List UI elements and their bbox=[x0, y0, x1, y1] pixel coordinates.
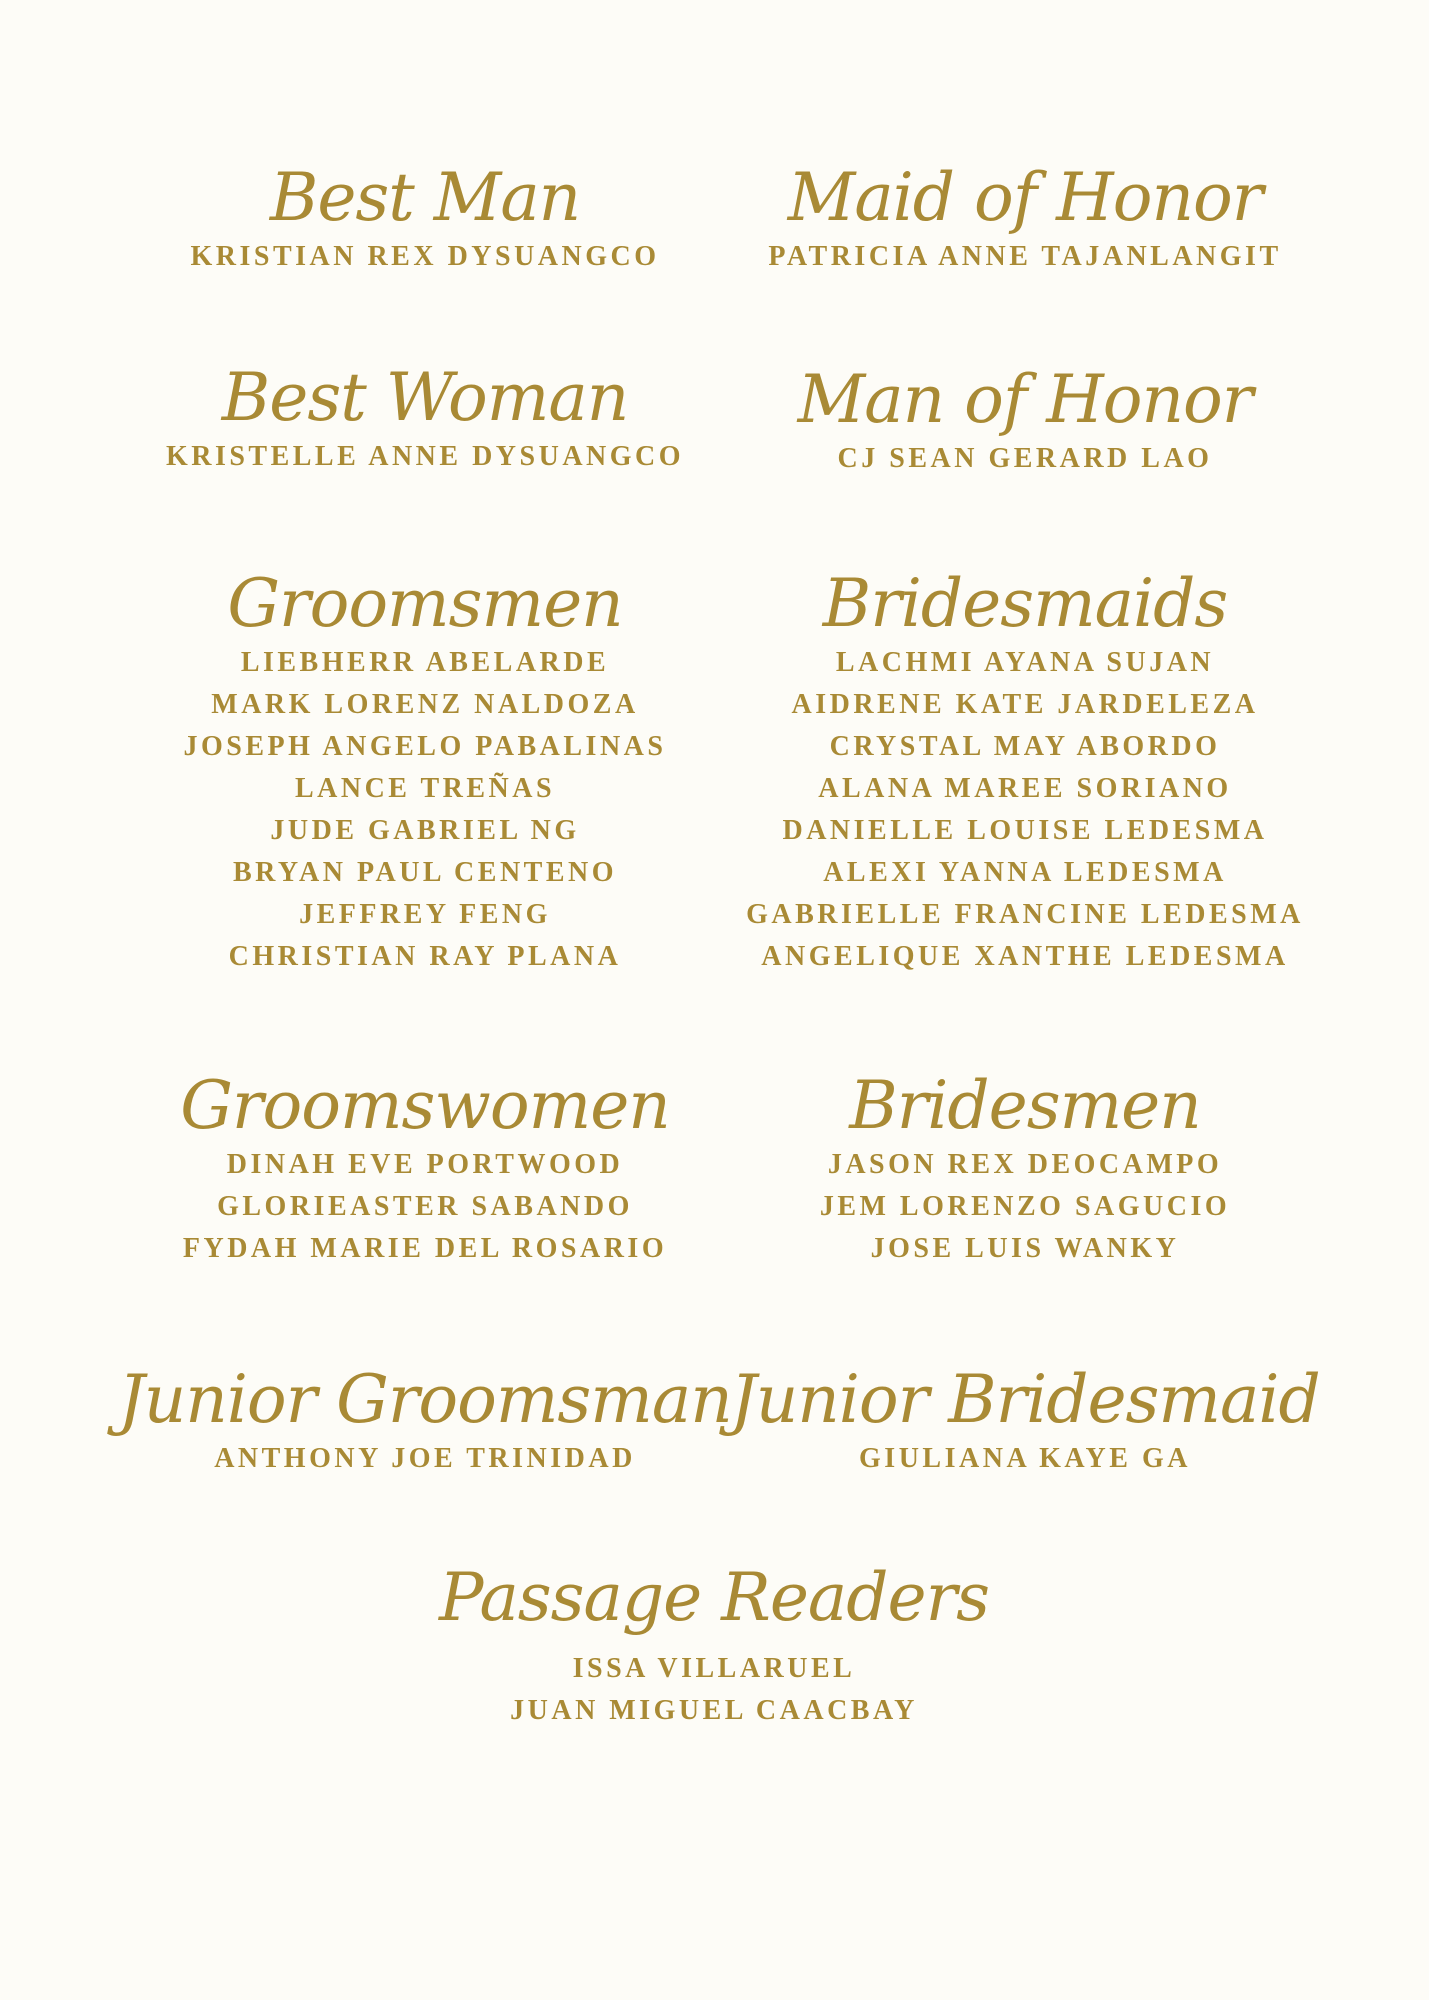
maid-of-honor-section bbox=[700, 160, 1350, 278]
person-name: LANCE TREÑAS bbox=[294, 773, 556, 804]
person-name: FYDAH MARIE DEL ROSARIO bbox=[182, 1233, 668, 1264]
person-name: JEM LORENZO SAGUCIO bbox=[819, 1191, 1231, 1222]
name-list bbox=[700, 642, 1350, 978]
person-name: DANIELLE LOUISE LEDESMA bbox=[782, 815, 1268, 846]
name-list bbox=[700, 1144, 1350, 1270]
person-name: ALANA MAREE SORIANO bbox=[818, 773, 1232, 804]
section-heading: Best Woman bbox=[221, 359, 629, 436]
best-woman-section bbox=[100, 360, 750, 478]
section-heading: Best Man bbox=[269, 159, 581, 236]
groomsmen-section bbox=[100, 566, 750, 978]
person-name: ALEXI YANNA LEDESMA bbox=[823, 857, 1227, 888]
person-name: KRISTIAN REX DYSUANGCO bbox=[190, 241, 660, 272]
person-name: GLORIEASTER SABANDO bbox=[217, 1191, 633, 1222]
person-name: AIDRENE KATE JARDELEZA bbox=[791, 689, 1259, 720]
person-name: ANTHONY JOE TRINIDAD bbox=[214, 1443, 636, 1474]
person-name: JASON REX DEOCAMPO bbox=[827, 1149, 1223, 1180]
passage-readers-section bbox=[364, 1560, 1064, 1732]
section-heading: Bridesmaids bbox=[822, 565, 1228, 642]
junior-bridesmaid-section bbox=[700, 1362, 1350, 1480]
person-name: BRYAN PAUL CENTENO bbox=[232, 857, 618, 888]
person-name: DINAH EVE PORTWOOD bbox=[226, 1149, 624, 1180]
person-name: CHRISTIAN RAY PLANA bbox=[228, 941, 622, 972]
person-name: GIULIANA KAYE GA bbox=[859, 1443, 1191, 1474]
person-name: ISSA VILLARUEL bbox=[572, 1653, 856, 1684]
section-heading: Groomsmen bbox=[227, 565, 623, 642]
person-name: MARK LORENZ NALDOZA bbox=[211, 689, 639, 720]
name-list bbox=[364, 1648, 1064, 1732]
person-name: JUDE GABRIEL NG bbox=[270, 815, 580, 846]
person-name: ANGELIQUE XANTHE LEDESMA bbox=[761, 941, 1289, 972]
name-list bbox=[100, 642, 750, 978]
person-name: CRYSTAL MAY ABORDO bbox=[829, 731, 1221, 762]
best-man-section bbox=[100, 160, 750, 278]
person-name: JOSE LUIS WANKY bbox=[870, 1233, 1180, 1264]
person-name: LIEBHERR ABELARDE bbox=[240, 647, 610, 678]
section-heading: Junior Groomsman bbox=[118, 1361, 732, 1438]
name-list bbox=[100, 1144, 750, 1270]
section-heading: Junior Bridesmaid bbox=[730, 1361, 1320, 1438]
person-name: LACHMI AYANA SUJAN bbox=[835, 647, 1215, 678]
bridesmen-section bbox=[700, 1068, 1350, 1270]
groomswomen-section bbox=[100, 1068, 750, 1270]
junior-groomsman-section bbox=[100, 1362, 750, 1480]
section-heading: Man of Honor bbox=[797, 361, 1253, 438]
section-heading: Groomswomen bbox=[180, 1067, 670, 1144]
bridesmaids-section bbox=[700, 566, 1350, 978]
person-name: CJ SEAN GERARD LAO bbox=[837, 443, 1213, 474]
person-name: PATRICIA ANNE TAJANLANGIT bbox=[768, 241, 1282, 272]
man-of-honor-section bbox=[700, 362, 1350, 480]
section-heading: Passage Readers bbox=[439, 1559, 989, 1636]
person-name: JEFFREY FENG bbox=[299, 899, 551, 930]
person-name: KRISTELLE ANNE DYSUANGCO bbox=[165, 441, 685, 472]
person-name: JUAN MIGUEL CAACBAY bbox=[510, 1695, 918, 1726]
person-name: GABRIELLE FRANCINE LEDESMA bbox=[746, 899, 1304, 930]
person-name: JOSEPH ANGELO PABALINAS bbox=[183, 731, 667, 762]
section-heading: Maid of Honor bbox=[787, 159, 1263, 236]
section-heading: Bridesmen bbox=[849, 1067, 1201, 1144]
